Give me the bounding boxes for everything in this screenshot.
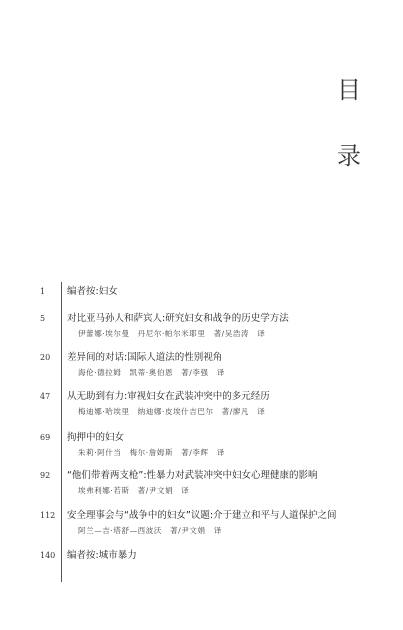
entry-author: 朱莉·阿什当 梅尔·詹姆斯 著/李辉 译 xyxy=(78,448,225,457)
entry-title[interactable]: 编者按:妇女 xyxy=(67,286,118,297)
entry-title[interactable]: “他们带着两支枪”:性暴力对武装冲突中妇女心理健康的影响 xyxy=(67,470,318,481)
page-number: 92 xyxy=(40,471,51,480)
page-number: 5 xyxy=(40,314,46,323)
entry-author: 梅迪娜·哈埃里 纳迪娜·皮埃什吉巴尔 著/廖凡 译 xyxy=(78,407,266,416)
entry-title[interactable]: 差异间的对话:国际人道法的性别视角 xyxy=(67,352,223,363)
entry-author: 海伦·德拉姆 凯蒂·奥伯恩 著/李强 译 xyxy=(78,368,225,377)
entry-title[interactable]: 对比亚马孙人和萨宾人:研究妇女和战争的历史学方法 xyxy=(67,313,289,324)
toc-heading xyxy=(337,78,361,168)
entry-title[interactable]: 安全理事会与“战争中的妇女”议题:介于建立和平与人道保护之间 xyxy=(67,510,337,521)
heading-char-lu: 录 xyxy=(337,142,361,170)
page-number: 69 xyxy=(40,433,51,442)
entry-author: 埃弗利娜·若斯 著/尹文娟 译 xyxy=(78,486,190,495)
entry-author: 伊蕾娜·埃尔曼 丹尼尔·帕尔米耶里 著/吴浩涛 译 xyxy=(78,329,266,338)
entry-author: 阿兰—吉·塔舒—西波沃 著/尹文娟 译 xyxy=(78,526,222,535)
entry-title[interactable]: 拘押中的妇女 xyxy=(67,432,125,443)
page-number: 1 xyxy=(40,287,46,296)
page-number: 47 xyxy=(40,392,51,401)
entry-title[interactable]: 编者按:城市暴力 xyxy=(67,550,137,561)
heading-char-mu: 目 xyxy=(337,76,361,104)
page-number: 112 xyxy=(40,511,56,520)
toc-divider-line xyxy=(61,282,62,582)
page-number: 20 xyxy=(40,353,51,362)
entry-title[interactable]: 从无助到有力:审视妇女在武装冲突中的多元经历 xyxy=(67,391,270,402)
page-number: 140 xyxy=(40,551,56,560)
